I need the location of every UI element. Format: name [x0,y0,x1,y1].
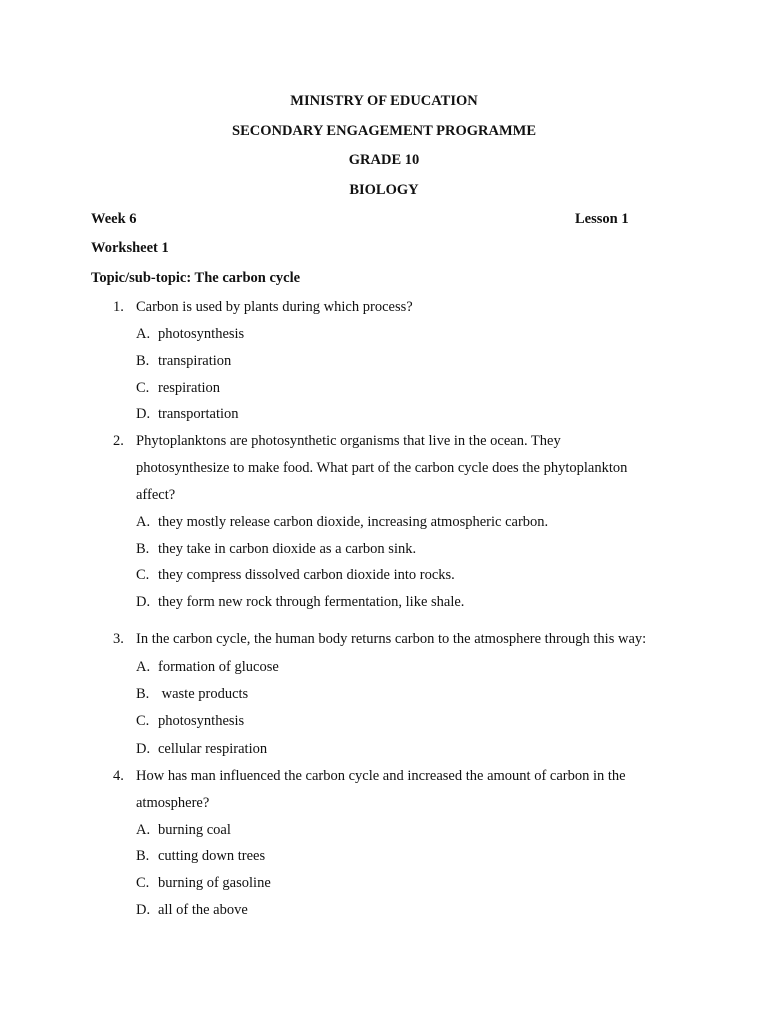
question-text: affect? [136,487,176,503]
ministry-title: MINISTRY OF EDUCATION [290,93,478,109]
option-text: they mostly release carbon dioxide, increasing atmospheric carbon. [158,514,549,530]
question-text: atmosphere? [136,795,210,811]
programme-title: SECONDARY ENGAGEMENT PROGRAMME [232,123,536,139]
option-text: burning of gasoline [158,875,271,891]
option-text: photosynthesis [158,713,245,729]
option-letter: B. [136,848,150,864]
option-text: waste products [158,686,249,702]
lesson-label: Lesson 1 [575,211,629,227]
worksheet-label: Worksheet 1 [91,240,169,256]
option-text: formation of glucose [158,659,279,675]
question-number: 2. [113,433,124,449]
topic-label: Topic/sub-topic: The carbon cycle [91,270,301,286]
question-number: 4. [113,768,124,784]
option-text: they compress dissolved carbon dioxide into rocks. [158,567,455,583]
option-text: respiration [158,380,221,396]
option-letter: C. [136,380,150,396]
option-letter: C. [136,713,150,729]
option-letter: B. [136,353,150,369]
option-letter: C. [136,567,150,583]
option-text: they take in carbon dioxide as a carbon sink. [158,541,417,557]
week-label: Week 6 [91,211,137,227]
option-letter: D. [136,594,151,610]
question-text: Carbon is used by plants during which process? [136,299,413,315]
option-text: photosynthesis [158,326,245,342]
option-letter: B. [136,541,150,557]
option-text: all of the above [158,902,248,918]
grade-title: GRADE 10 [348,152,420,168]
option-letter: D. [136,741,151,757]
option-letter: C. [136,875,150,891]
question-number: 1. [113,299,124,315]
option-text: burning coal [158,822,231,838]
question-text: In the carbon cycle, the human body returns carbon to the atmosphere through this way: [136,631,647,647]
option-text: cutting down trees [158,848,266,864]
option-letter: A. [136,822,151,838]
option-letter: A. [136,326,151,342]
option-letter: B. [136,686,150,702]
option-text: cellular respiration [158,741,268,757]
option-letter: D. [136,406,151,422]
subject-title: BIOLOGY [349,182,419,198]
option-letter: D. [136,902,151,918]
question-text: Phytoplanktons are photosynthetic organisms that live in the ocean. They [136,433,561,449]
option-text: transpiration [158,353,232,369]
question-text: photosynthesize to make food. What part of the carbon cycle does the phytoplankton [136,460,628,476]
question-number: 3. [113,631,124,647]
option-text: they form new rock through fermentation, like shale. [158,594,465,610]
option-text: transportation [158,406,239,422]
option-letter: A. [136,659,151,675]
option-letter: A. [136,514,151,530]
question-text: How has man influenced the carbon cycle and increased the amount of carbon in the [136,768,626,784]
